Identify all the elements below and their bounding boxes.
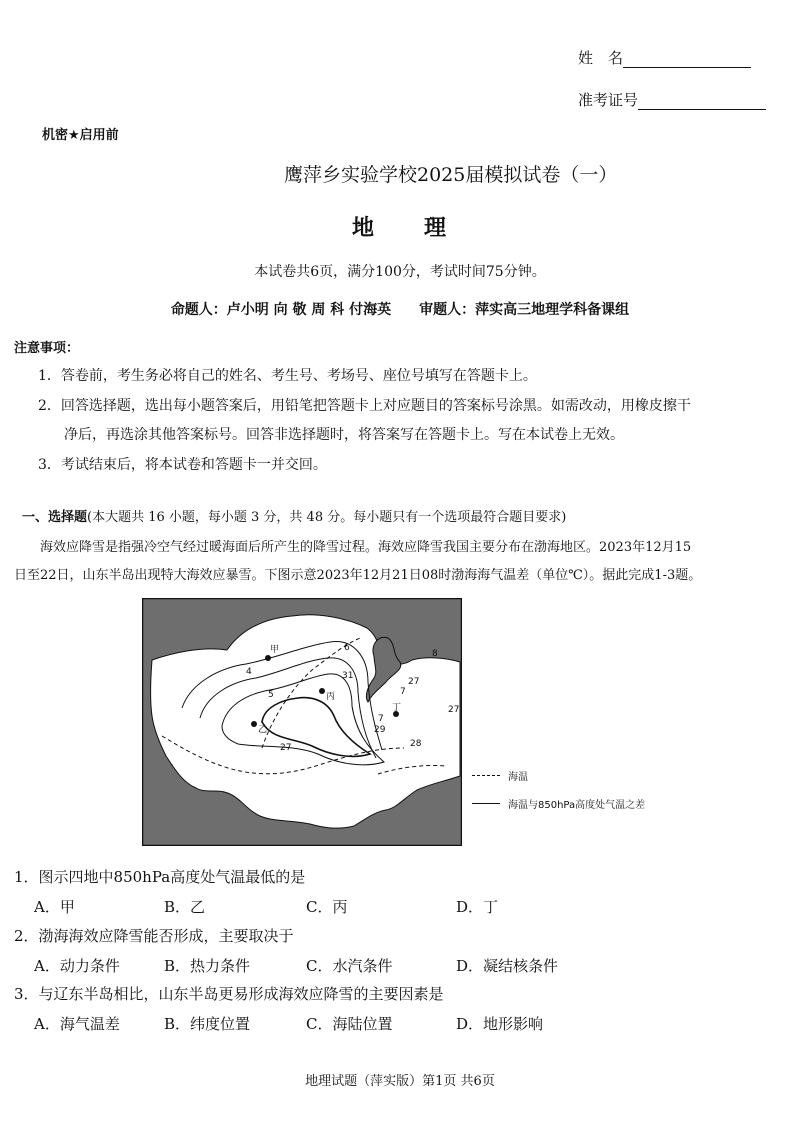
contour-label-7: 7 <box>400 687 406 697</box>
intro-line-1: 海效应降雪是指强冷空气经过暖海面后所产生的降雪过程。海效应降雪我国主要分布在渤海地区。2023年12月15 <box>40 540 692 555</box>
ticket-field[interactable] <box>578 89 766 110</box>
legend-temp-diff: 海温与850hPa高度处气温之差 <box>508 800 646 811</box>
section-title: 一、选择题 <box>22 510 88 525</box>
point-bing <box>319 688 325 694</box>
notice-heading: 注意事项： <box>14 341 80 356</box>
notice-item-2-cont: 净后，再选涂其他答案标号。回答非选择题时，将答案写在答题卡上。写在本试卷上无效。 <box>64 427 624 443</box>
section-note: (本大题共 16 小题，每小题 3 分，共 48 分。每小题只有一个选项最符合题目要求) <box>87 510 567 525</box>
question-1-stem: 1．图示四地中850hPa高度处气温最低的是 <box>14 868 306 886</box>
ticket-label: 准考证号 <box>578 91 639 109</box>
q3-option-b[interactable]: B．纬度位置 <box>164 1015 251 1033</box>
notice-item-2: 2．回答选择题，选出每小题答案后，用铅笔把答题卡上对应题目的答案标号涂黑。如需改动，用橡皮擦干 <box>38 398 691 414</box>
sea-temp-label-27a: 27 <box>408 677 420 687</box>
legend-dashed-line <box>472 775 500 776</box>
name-label: 姓 名 <box>578 49 624 67</box>
sea-temp-label-29: 29 <box>374 725 386 735</box>
legend-solid-line <box>472 803 500 804</box>
page-footer: 地理试题（萍实版）第1页 共6页 <box>305 1074 495 1089</box>
q1-option-a[interactable]: A．甲 <box>34 898 75 916</box>
contour-label-7b: 7 <box>378 714 384 724</box>
q3-option-d[interactable]: D．地形影响 <box>456 1015 544 1033</box>
legend-sea-temp: 海温 <box>508 772 528 783</box>
name-blank[interactable] <box>623 67 751 68</box>
label-yi: 乙 <box>258 725 268 735</box>
contour-label-4: 4 <box>246 667 252 677</box>
ticket-blank[interactable] <box>638 109 766 110</box>
q1-option-d[interactable]: D．丁 <box>456 898 499 916</box>
exam-info: 本试卷共6页，满分100分，考试时间75分钟。 <box>254 264 546 280</box>
point-jia <box>265 655 271 661</box>
sea-temp-label-27c: 27 <box>448 705 460 715</box>
label-bing: 丙 <box>326 692 336 702</box>
bohai-map <box>142 598 462 846</box>
q3-option-c[interactable]: C．海陆位置 <box>306 1015 393 1033</box>
q2-option-c[interactable]: C．水汽条件 <box>306 957 393 975</box>
label-jia: 甲 <box>270 645 280 655</box>
exam-title: 鹰萍乡实验学校2025届模拟试卷（一） <box>284 164 618 186</box>
notice-item-1: 1．答卷前，考生务必将自己的姓名、考生号、考场号、座位号填写在答题卡上。 <box>38 368 537 384</box>
sea-temp-label-27b: 27 <box>280 743 292 753</box>
q1-option-b[interactable]: B．乙 <box>164 898 206 916</box>
point-yi <box>251 721 257 727</box>
intro-line-2: 日至22日，山东半岛出现特大海效应暴雪。下图示意2023年12月21日08时渤海海气温差（单位℃）。据此完成1-3题。 <box>14 568 702 583</box>
subject-title: 地 理 <box>351 216 448 241</box>
contour-label-8: 8 <box>432 649 438 659</box>
secret-mark: 机密★启用前 <box>42 128 119 143</box>
contour-label-6: 6 <box>344 643 350 653</box>
notice-item-3: 3．考试结束后，将本试卷和答题卡一并交回。 <box>38 457 327 473</box>
q2-option-a[interactable]: A．动力条件 <box>34 957 120 975</box>
sea-temp-label-28: 28 <box>410 739 422 749</box>
question-3-stem: 3．与辽东半岛相比，山东半岛更易形成海效应降雪的主要因素是 <box>14 985 444 1003</box>
name-field[interactable] <box>578 47 751 68</box>
sea-temp-label-31: 31 <box>342 671 354 681</box>
authors-line: 命题人：卢小明 向 敬 周 科 付海英 审题人：萍实高三地理学科备课组 <box>170 302 630 318</box>
section-heading <box>22 506 566 525</box>
q1-option-c[interactable]: C．丙 <box>306 898 348 916</box>
q2-option-b[interactable]: B．热力条件 <box>164 957 251 975</box>
contour-label-5: 5 <box>268 690 274 700</box>
question-2-stem: 2．渤海海效应降雪能否形成，主要取决于 <box>14 927 294 945</box>
q3-option-a[interactable]: A．海气温差 <box>34 1015 120 1033</box>
label-ding: 丁 <box>392 703 402 713</box>
q2-option-d[interactable]: D．凝结核条件 <box>456 957 559 975</box>
